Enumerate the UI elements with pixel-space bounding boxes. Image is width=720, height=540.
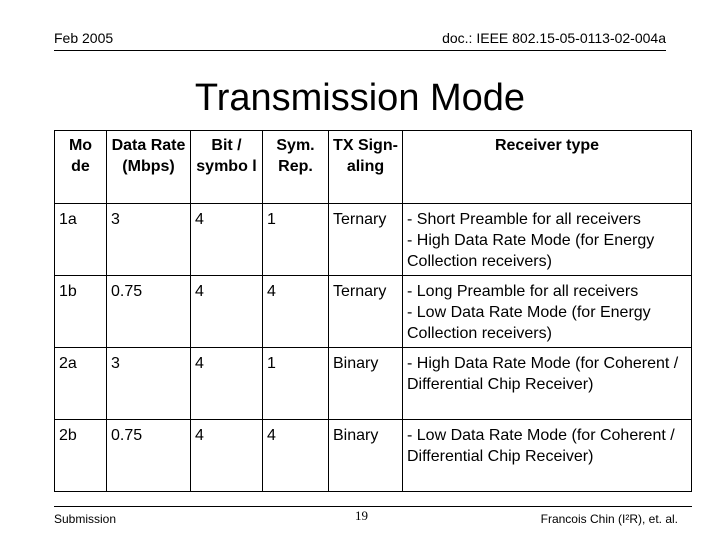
cell-data-rate: 0.75 (107, 420, 191, 492)
slide-title: Transmission Mode (194, 77, 526, 119)
header-date: Feb 2005 (54, 30, 114, 46)
header-receiver-type: Receiver type (403, 131, 692, 204)
cell-symbol-repetition: 4 (263, 420, 329, 492)
header-mode: Mo de (55, 131, 107, 204)
receiver-line: - Low Data Rate Mode (for Coherent / Differential Chip Receiver) (407, 427, 675, 465)
footer-author: Francois Chin (I²R), et. al. (540, 512, 678, 526)
cell-data-rate: 3 (107, 204, 191, 276)
cell-symbol-repetition: 1 (263, 348, 329, 420)
header-data-rate: Data Rate (Mbps) (107, 131, 191, 204)
cell-mode: 1a (55, 204, 107, 276)
receiver-line: - Short Preamble for all receivers (407, 211, 641, 228)
cell-receiver-type (403, 276, 692, 348)
transmission-mode-table (54, 130, 692, 492)
page-number: 19 (355, 508, 368, 523)
receiver-line: - Long Preamble for all receivers (407, 283, 639, 300)
cell-bits-per-symbol: 4 (191, 348, 263, 420)
cell-mode: 1b (55, 276, 107, 348)
table-row (55, 420, 692, 492)
cell-symbol-repetition: 4 (263, 276, 329, 348)
cell-data-rate: 0.75 (107, 276, 191, 348)
cell-mode: 2a (55, 348, 107, 420)
cell-bits-per-symbol: 4 (191, 204, 263, 276)
cell-receiver-type (403, 348, 692, 420)
receiver-line: - Low Data Rate Mode (for Energy Collection receivers) (407, 304, 651, 342)
cell-symbol-repetition: 1 (263, 204, 329, 276)
table-row (55, 276, 692, 348)
receiver-line: - High Data Rate Mode (for Energy Collection receivers) (407, 232, 655, 270)
header-symbol-repetition: Sym. Rep. (263, 131, 329, 204)
table-row (55, 204, 692, 276)
cell-tx-signaling: Binary (329, 348, 403, 420)
document-id: doc.: IEEE 802.15-05-0113-02-004a (442, 30, 666, 46)
cell-bits-per-symbol: 4 (191, 276, 263, 348)
footer-submission: Submission (54, 512, 117, 526)
header-divider (54, 50, 666, 51)
header-tx-signaling: TX Sign-aling (329, 131, 403, 204)
table-header-row (55, 131, 692, 204)
footer-divider (54, 506, 692, 507)
cell-data-rate: 3 (107, 348, 191, 420)
cell-receiver-type (403, 420, 692, 492)
table-row (55, 348, 692, 420)
cell-tx-signaling: Ternary (329, 204, 403, 276)
receiver-line: - High Data Rate Mode (for Coherent / Differential Chip Receiver) (407, 355, 679, 393)
cell-receiver-type (403, 204, 692, 276)
cell-tx-signaling: Ternary (329, 276, 403, 348)
header-bits-per-symbol: Bit / symbo l (191, 131, 263, 204)
cell-mode: 2b (55, 420, 107, 492)
cell-tx-signaling: Binary (329, 420, 403, 492)
cell-bits-per-symbol: 4 (191, 420, 263, 492)
